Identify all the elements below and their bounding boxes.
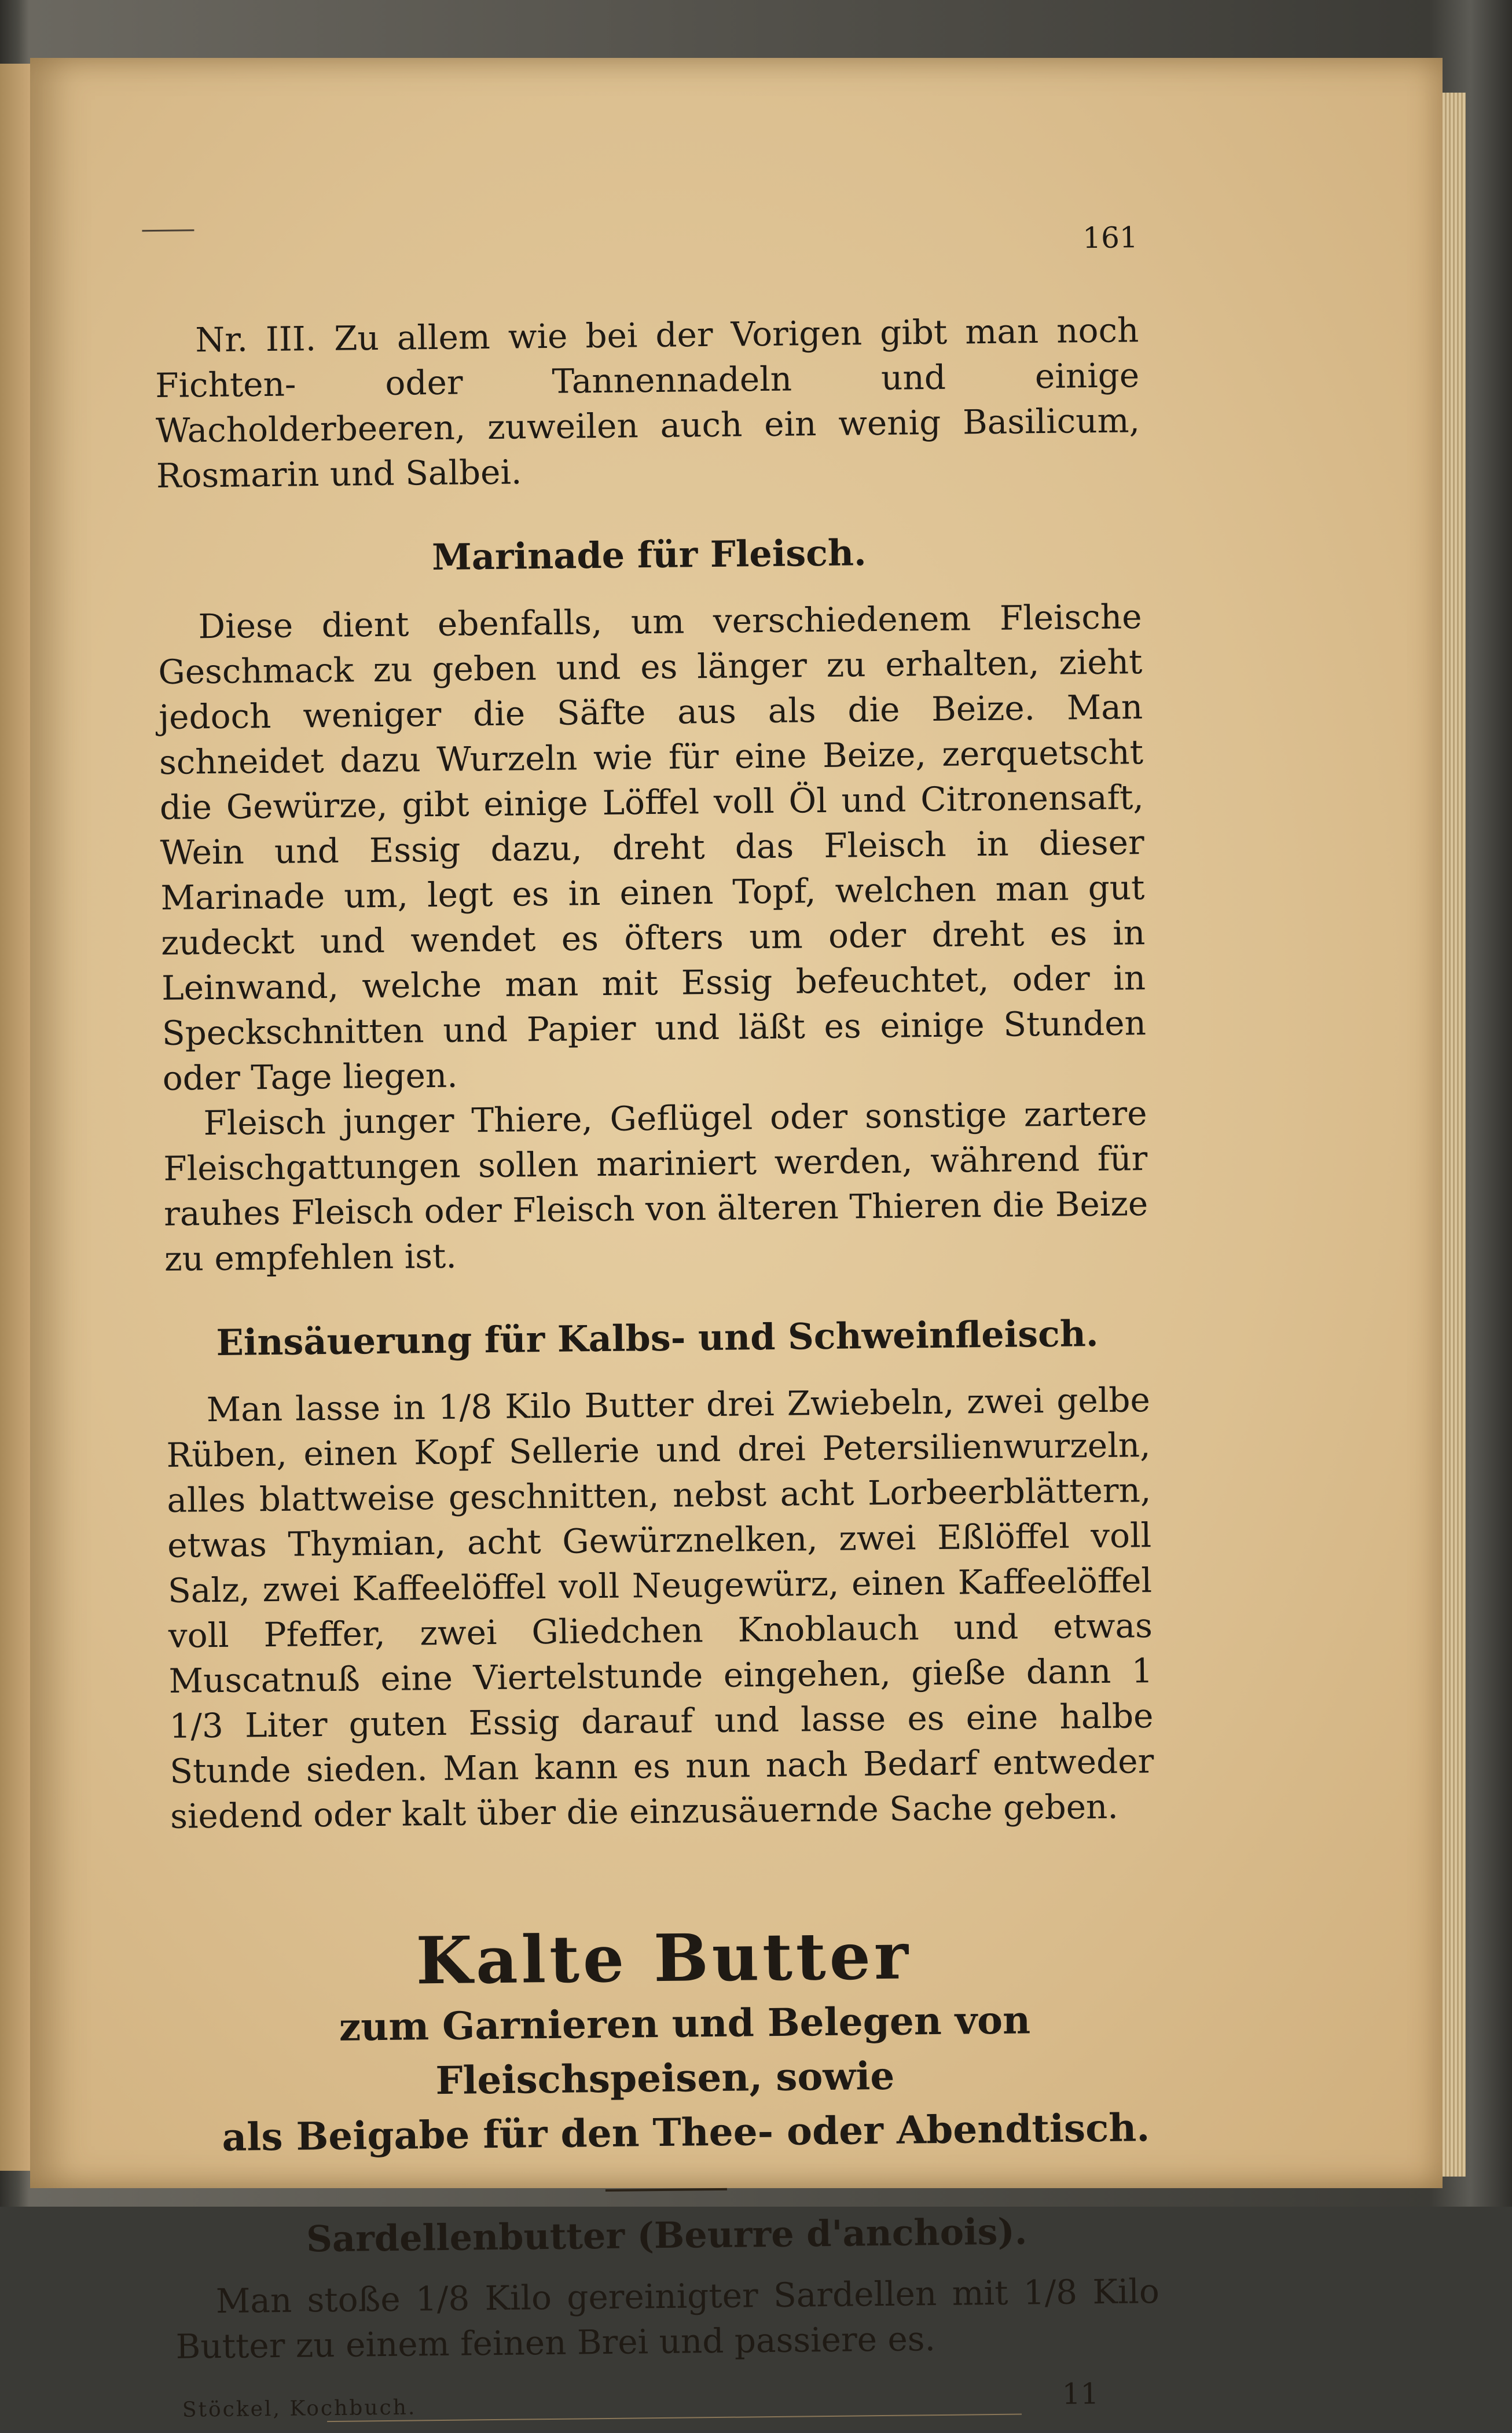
heading-sardellenbutter: Sardellenbutter (Beurre d'anchois). (306, 2210, 1027, 2260)
heading-marinade: Marinade für Fleisch. (431, 531, 867, 578)
paragraph-einsaeuerung: Man lasse in 1/8 Kilo Butter drei Zwiebeln, zwei gelbe Rüben, einen Kopf Sellerie und drei Petersilienwurzeln, alles blattweise geschnitten, nebst acht Lorbeerblättern, etwas Thymian, acht Gewürznelken, zwei Eßlöffel voll Salz, zwei Kaffeelöffel voll Neugewürz, einen Kaffeelöffel voll Pfeffer, zwei Gliedchen Knoblauch und etwas Muscatnuß eine Viertelstunde eingehen, gieße dann 1 1/3 Liter guten Essig darauf und lasse es eine halbe Stunde sieden. Man kann es nun nach Bedarf entweder siedend oder kalt über die einzusäuernde Sache geben. (166, 1380, 1154, 1836)
chapter-title: Kalte Butter (415, 1918, 912, 1999)
page-footer (177, 2377, 1161, 2433)
paragraph-marinade-2: Fleisch junger Thiere, Geflügel oder sonstige zartere Fleischgattungen sollen mariniert werden, während für rauhes Fleisch oder Fleisch von älteren Thieren die Beize zu empfehlen ist. (163, 1093, 1148, 1279)
footer-signature: Stöckel, Kochbuch. (182, 2395, 417, 2422)
paragraph-marinade-1: Diese dient ebenfalls, um verschiedenem Fleische Geschmack zu geben und es länger zu erhalten, zieht jedoch weniger die Säfte aus als die Beize. Man schneidet dazu Wurzeln wie für eine Beize, zerquetscht die Gewürze, gibt einige Löffel voll Öl und Citronensaft, Wein und Essig dazu, dreht das Fleisch in dieser Marinade um, legt es in einen Topf, welchen man gut zudeckt und wendet es öfters um oder dreht es in Leinwand, welche man mit Essig befeuchtet, oder in Speckschnitten und Papier und läßt es einige Stunden oder Tage liegen. (158, 597, 1147, 1098)
paragraph-nr-iii: Nr. III. Zu allem wie bei der Vorigen gibt man noch Fichten- oder Tannennadeln und einige Wacholderbeeren, zuweilen auch ein wenig Basilicum, Rosmarin und Salbei. (155, 310, 1140, 496)
chapter-subtitle-line2: als Beigabe für den Thee- oder Abendtisch. (222, 2105, 1150, 2160)
footer-sheet-number: 11 (1062, 2377, 1099, 2411)
facing-page-edge (0, 64, 30, 2171)
paragraph-sardellenbutter: Man stoße 1/8 Kilo gereinigter Sardellen mit 1/8 Kilo Butter zu einem feinen Brei und passiere es. (175, 2271, 1160, 2366)
heading-einsaeuerung: Einsäuerung für Kalbs- und Schweinfleisch. (216, 1312, 1099, 1364)
page-number: 161 (1082, 221, 1138, 255)
footer-rule (327, 2414, 1022, 2423)
page-block-edge (1443, 93, 1466, 2177)
chapter-subtitle-line1: zum Garnieren und Belegen von Fleischspeisen, sowie (339, 1997, 1031, 2104)
page-content (153, 186, 1161, 2433)
chapter-divider (605, 2188, 727, 2192)
